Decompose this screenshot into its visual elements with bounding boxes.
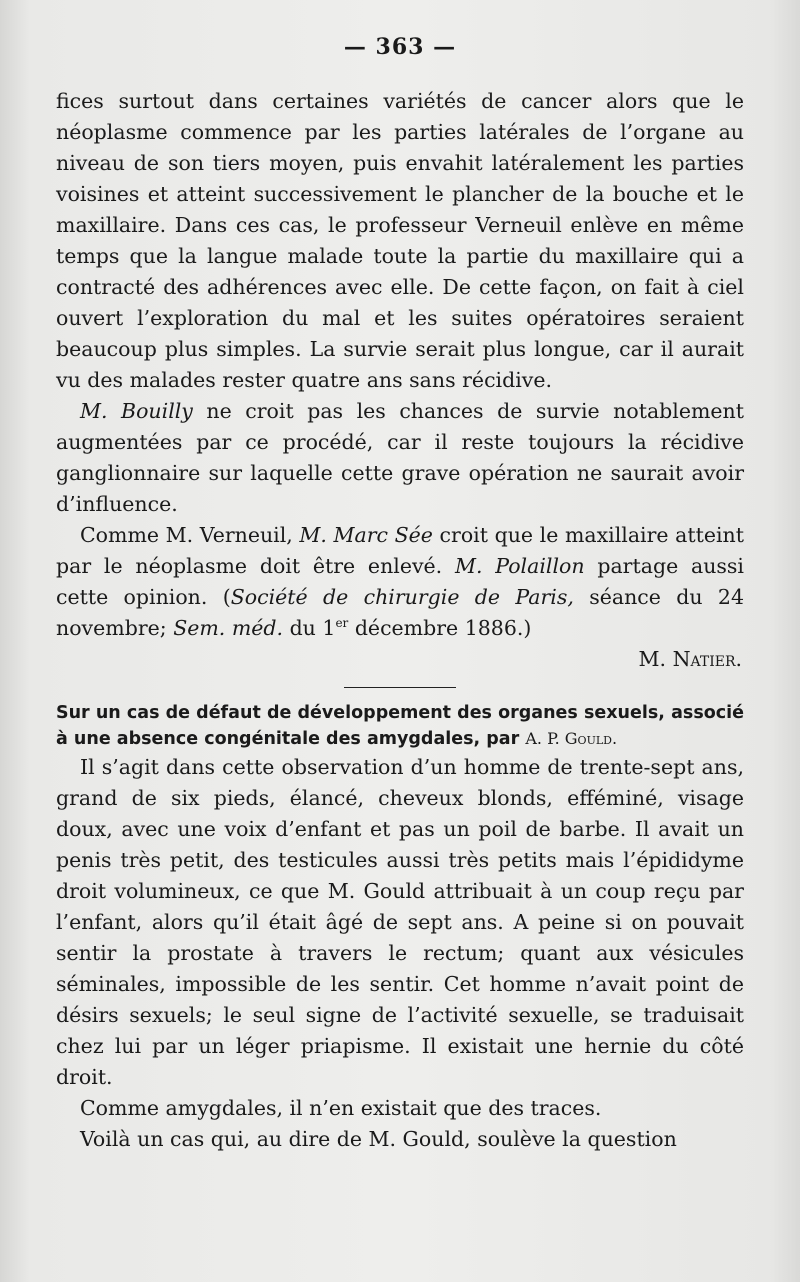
text-body	[56, 86, 744, 1155]
superscript: er	[335, 616, 349, 631]
text-run: croit que le maxillaire atteint par le néoplasme doit être enlevé.	[56, 523, 744, 578]
source-citation: Société de chirurgie de Paris,	[230, 585, 574, 609]
paragraph-observation: Il s’agit dans cette observation d’un homme de trente-sept ans, grand de six pieds, élancé, cheveux blonds, efféminé, visage doux, avec une voix d’enfant et pas un poil de barbe. Il avait un penis très petit, des testicules aussi très petits mais l’épididyme droit volumineux, ce que M. Gould attribuait à un coup reçu par l’enfant, alors qu’il était âgé de sept ans. A peine si on pouvait sentir la prostate à travers le rectum; quant aux vésicules séminales, impossible de les sentir. Cet homme n’avait point de désirs sexuels; le seul signe de l’activité sexuelle, se traduisait chez lui par un léger priapisme. Il existait une hernie du côté droit.	[56, 755, 744, 1089]
paragraph-continuation: fices surtout dans certaines variétés de cancer alors que le néoplasme commence par les parties latérales de l’organe au niveau de son tiers moyen, puis envahit latéralement les parties voisines et atteint successivement le plancher de la bouche et le maxillaire. Dans ces cas, le professeur Verneuil enlève en même temps que la langue malade toute la partie du maxillaire qui a contracté des adhérences avec elle. De cette façon, on fait à ciel ouvert l’exploration du mal et les suites opératoires seraient beaucoup plus simples. La survie serait plus longue, car il aurait vu des malades rester quatre ans sans récidive.	[56, 89, 744, 392]
section-title: Sur un cas de défaut de développement des organes sexuels, associé à une absence congénitale des amygdales, par	[56, 703, 744, 749]
section-heading	[56, 700, 744, 752]
page-number: — 363 —	[343, 34, 457, 60]
text-run: séance du 24 novembre;	[56, 585, 745, 640]
source-citation: Sem. méd.	[173, 616, 284, 640]
person-name: M. Polaillon	[454, 554, 585, 578]
paragraph-bouilly	[56, 396, 744, 520]
text-run: partage aussi cette opinion. (	[56, 554, 744, 609]
paragraph-amygdales: Comme amygdales, il n’en existait que des traces.	[80, 1096, 602, 1120]
person-name: M. Marc Sée	[299, 523, 433, 547]
divider	[344, 687, 456, 688]
text-run: du 1	[283, 616, 336, 640]
text-run: Comme M. Verneuil,	[80, 523, 300, 547]
paragraph-text: ne croit pas les chances de survie notablement augmentées par ce procédé, car il reste toujours la récidive ganglionnaire sur laquelle cette grave opération ne saurait avoir d’influence.	[56, 399, 744, 516]
paragraph-see-polaillon	[56, 520, 744, 644]
text-run: décembre 1886.)	[348, 616, 532, 640]
section-author: A. P. Gould.	[525, 729, 618, 748]
paragraph-question: Voilà un cas qui, au dire de M. Gould, soulève la question	[80, 1127, 677, 1151]
person-name: M. Bouilly	[80, 399, 193, 423]
signature: M. Natier.	[638, 647, 742, 671]
